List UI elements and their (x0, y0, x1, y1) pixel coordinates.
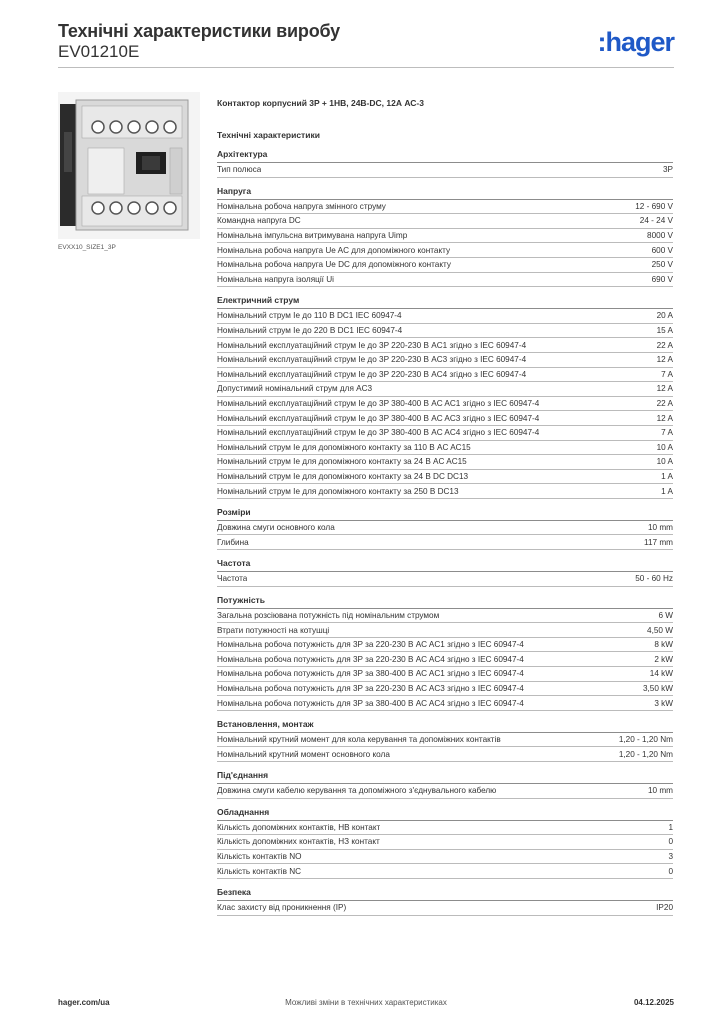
spec-label: Номінальний експлуатаційний струм Ie до 3P 380-400 В AC AC4 згідно з IEC 60947-4 (217, 428, 540, 438)
spec-value: 20 A (656, 311, 673, 321)
spec-row (217, 163, 673, 178)
spec-row (217, 243, 673, 258)
spec-row (217, 821, 673, 836)
spec-value: 1 (668, 822, 673, 832)
spec-row (217, 273, 673, 288)
spec-label: Кількість допоміжних контактів, НЗ контакт (217, 837, 380, 847)
spec-value: 3 (668, 852, 673, 862)
spec-label: Номінальний струм Ie для допоміжного контакту за 24 В AC AC15 (217, 457, 467, 467)
spec-value: 117 mm (644, 537, 673, 547)
spec-section (217, 719, 673, 762)
spec-row (217, 850, 673, 865)
spec-value: 1 A (661, 471, 673, 481)
spec-label: Номінальна робоча потужність для 3P за 380-400 В AC AC4 згідно з IEC 60947-4 (217, 698, 524, 708)
spec-row (217, 572, 673, 587)
spec-value: 7 A (661, 428, 673, 438)
spec-label: Кількість контактів NC (217, 866, 302, 876)
section-title: Безпека (217, 887, 673, 901)
spec-label: Номінальна робоча потужність для 3P за 380-400 В AC AC1 згідно з IEC 60947-4 (217, 669, 524, 679)
section-title: Встановлення, монтаж (217, 719, 673, 733)
spec-value: 10 mm (647, 786, 673, 796)
footer-date: 04.12.2025 (633, 998, 674, 1007)
spec-value: 1,20 - 1,20 Nm (618, 735, 673, 745)
spec-label: Номінальний експлуатаційний струм Ie до 3P 220-230 В AC4 згідно з IEC 60947-4 (217, 369, 527, 379)
spec-row (217, 441, 673, 456)
spec-row (217, 521, 673, 536)
spec-section (217, 807, 673, 879)
spec-label: Номінальна робоча напруга Ue DC для допоміжного контакту (217, 260, 451, 270)
spec-value: 12 A (656, 384, 673, 394)
spec-row (217, 214, 673, 229)
spec-row (217, 667, 673, 682)
spec-label: Номінальний струм Ie до 110 В DC1 IEC 60947-4 (217, 311, 402, 321)
spec-value: 10 A (656, 457, 673, 467)
page-header (58, 20, 674, 68)
spec-row (217, 200, 673, 215)
spec-row (217, 338, 673, 353)
spec-row (217, 324, 673, 339)
spec-label: Номінальний експлуатаційний струм Ie до 3P 220-230 В AC3 згідно з IEC 60947-4 (217, 355, 527, 365)
section-title: Розміри (217, 507, 673, 521)
spec-section (217, 186, 673, 288)
spec-value: IP20 (656, 903, 673, 913)
spec-row (217, 682, 673, 697)
spec-label: Номінальний струм Ie до 220 В DC1 IEC 60947-4 (217, 326, 403, 336)
spec-label: Допустимий номінальний струм для AC3 (217, 384, 373, 394)
spec-row (217, 535, 673, 550)
spec-section (217, 507, 673, 550)
spec-value: 1 A (661, 486, 673, 496)
spec-label: Номінальний струм Ie для допоміжного контакту за 24 В DC DC13 (217, 471, 469, 481)
spec-value: 690 V (651, 274, 673, 284)
spec-value: 10 A (656, 442, 673, 452)
spec-value: 8000 V (647, 231, 673, 241)
spec-label: Кількість контактів NO (217, 852, 302, 862)
spec-label: Частота (217, 574, 248, 584)
spec-label: Загальна розсіювана потужність під номінальним струмом (217, 610, 440, 620)
spec-value: 6 W (658, 610, 673, 620)
section-title: Частота (217, 558, 673, 572)
spec-value: 3P (662, 165, 673, 175)
product-code: EV01210E (58, 42, 140, 61)
spec-label: Номінальна робоча напруга змінного струму (217, 201, 386, 211)
spec-label: Номінальна робоча напруга Ue AC для допоміжного контакту (217, 245, 451, 255)
spec-row (217, 397, 673, 412)
spec-row (217, 411, 673, 426)
spec-label: Номінальний експлуатаційний струм Ie до 3P 380-400 В AC AC1 згідно з IEC 60947-4 (217, 399, 540, 409)
spec-label: Номінальна імпульсна витримувана напруга Uimp (217, 231, 408, 241)
section-title: Обладнання (217, 807, 673, 821)
spec-value: 3,50 kW (642, 683, 673, 693)
spec-row (217, 484, 673, 499)
spec-value: 50 - 60 Hz (635, 574, 673, 584)
spec-value: 250 V (651, 260, 673, 270)
spec-row (217, 229, 673, 244)
spec-row (217, 455, 673, 470)
spec-label: Номінальна робоча потужність для 3P за 220-230 В AC AC1 згідно з IEC 60947-4 (217, 640, 524, 650)
spec-value: 12 A (656, 413, 673, 423)
hager-logo (597, 28, 674, 56)
spec-row (217, 426, 673, 441)
spec-row (217, 368, 673, 383)
section-title: Потужність (217, 595, 673, 609)
spec-row (217, 353, 673, 368)
specification-panel (217, 98, 673, 924)
spec-label: Номінальний крутний момент для кола керування та допоміжних контактів (217, 735, 501, 745)
spec-value: 12 A (656, 355, 673, 365)
spec-value: 2 kW (654, 654, 673, 664)
product-description: Контактор корпусний 3P + 1НВ, 24В-DC, 12А АС-3 (217, 98, 424, 108)
section-title: Напруга (217, 186, 673, 200)
spec-label: Номінальний крутний момент основного кола (217, 749, 390, 759)
spec-sections (217, 149, 673, 916)
spec-label: Номінальний струм Ie для допоміжного контакту за 250 В DC13 (217, 486, 459, 496)
spec-label: Номінальна робоча потужність для 3P за 220-230 В AC AC4 згідно з IEC 60947-4 (217, 654, 524, 664)
spec-section (217, 770, 673, 799)
section-title: Електричний струм (217, 295, 673, 309)
spec-row (217, 901, 673, 916)
spec-value: 8 kW (654, 640, 673, 650)
spec-row (217, 652, 673, 667)
spec-value: 15 A (656, 326, 673, 336)
spec-label: Тип полюса (217, 165, 262, 175)
spec-row (217, 696, 673, 711)
spec-value: 7 A (661, 369, 673, 379)
spec-row (217, 609, 673, 624)
spec-value: 0 (668, 837, 673, 847)
spec-value: 0 (668, 866, 673, 876)
section-title: Під'єднання (217, 770, 673, 784)
spec-heading: Технічні характеристики (217, 130, 320, 140)
spec-value: 24 - 24 V (639, 216, 673, 226)
spec-value: 600 V (651, 245, 673, 255)
spec-label: Глибина (217, 537, 249, 547)
spec-value: 22 A (656, 399, 673, 409)
spec-label: Номінальний струм Ie для допоміжного контакту за 110 В AC AC15 (217, 442, 471, 452)
spec-row (217, 835, 673, 850)
spec-section (217, 295, 673, 499)
spec-label: Довжина смуги основного кола (217, 523, 335, 533)
logo-dots-icon: : (597, 27, 606, 57)
spec-value: 10 mm (647, 523, 673, 533)
spec-label: Клас захисту від проникнення (IP) (217, 903, 347, 913)
footer-website-link[interactable]: hager.com/ua (58, 998, 110, 1007)
spec-row (217, 470, 673, 485)
spec-label: Кількість допоміжних контактів, НВ контакт (217, 822, 381, 832)
spec-label: Довжина смуги кабелю керування та допоміжного з'єднувального кабелю (217, 786, 497, 796)
spec-row (217, 623, 673, 638)
spec-section (217, 887, 673, 916)
spec-row (217, 638, 673, 653)
footer-note: Можливі зміни в технічних характеристиках (285, 998, 447, 1007)
spec-row (217, 382, 673, 397)
spec-label: Командна напруга DC (217, 216, 301, 226)
document-title: Технічні характеристики виробу (58, 21, 340, 41)
spec-value: 22 A (656, 340, 673, 350)
spec-value: 1,20 - 1,20 Nm (618, 749, 673, 759)
product-image (58, 92, 200, 239)
spec-label: Номінальний експлуатаційний струм Ie до 3P 220-230 В AC1 згідно з IEC 60947-4 (217, 340, 527, 350)
spec-section (217, 149, 673, 178)
spec-section (217, 595, 673, 711)
spec-label: Втрати потужності на котушці (217, 625, 330, 635)
spec-row (217, 733, 673, 748)
spec-label: Номінальний експлуатаційний струм Ie до 3P 380-400 В AC AC3 згідно з IEC 60947-4 (217, 413, 540, 423)
spec-row (217, 784, 673, 799)
section-title: Архітектура (217, 149, 673, 163)
spec-label: Номінальна робоча потужність для 3P за 220-230 В AC AC3 згідно з IEC 60947-4 (217, 683, 524, 693)
image-caption: EVXX10_SIZE1_3P (58, 244, 116, 251)
spec-row (217, 258, 673, 273)
spec-value: 12 - 690 V (635, 201, 673, 211)
spec-row (217, 864, 673, 879)
logo-text: hager (605, 27, 674, 57)
spec-row (217, 309, 673, 324)
contactor-illustration (58, 92, 200, 239)
spec-value: 14 kW (649, 669, 673, 679)
spec-label: Номінальна напруга ізоляції Ui (217, 274, 334, 284)
spec-value: 3 kW (654, 698, 673, 708)
header-divider (58, 67, 674, 68)
spec-value: 4,50 W (647, 625, 673, 635)
spec-row (217, 747, 673, 762)
spec-section (217, 558, 673, 587)
